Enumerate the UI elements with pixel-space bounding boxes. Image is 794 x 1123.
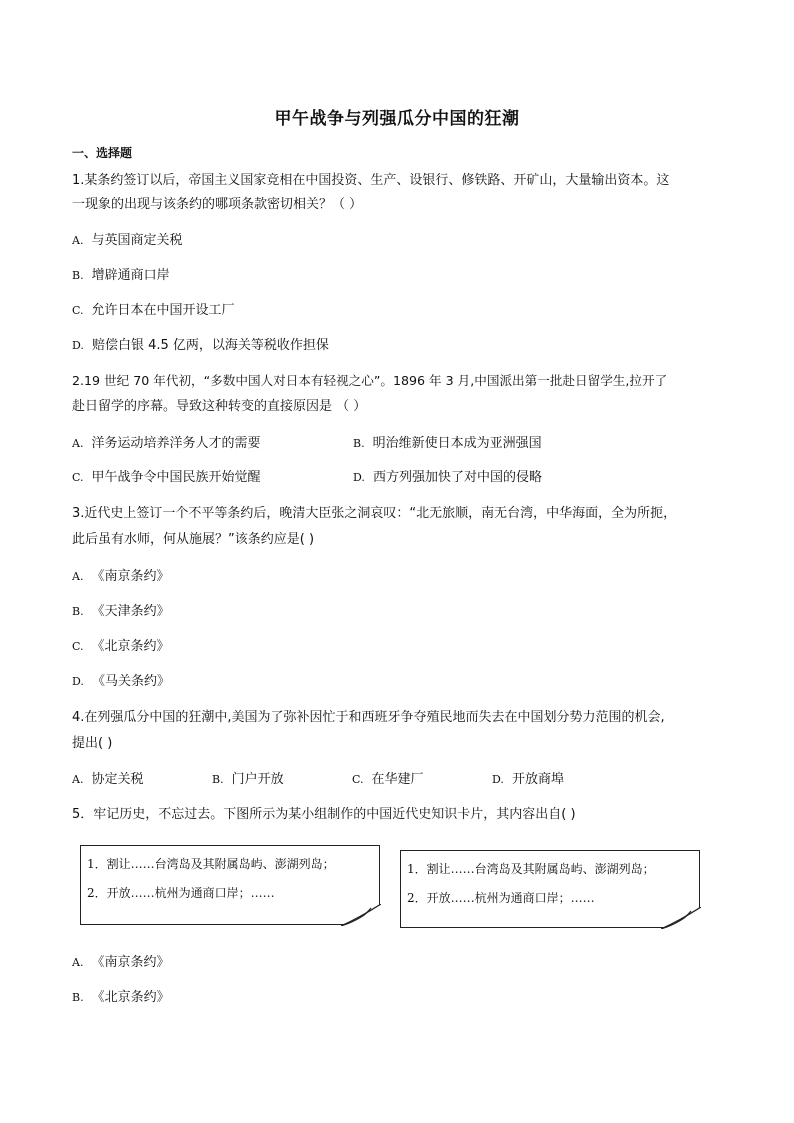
option-letter: A. xyxy=(72,956,84,969)
q4-option-a[interactable] xyxy=(72,771,143,789)
q1-option-a[interactable] xyxy=(72,232,182,250)
q2-stem-line2: 赴日留学的序幕。导致这种转变的直接原因是 （ ） xyxy=(72,399,367,414)
page-curl-icon xyxy=(661,907,701,929)
q2-option-b[interactable] xyxy=(353,435,542,453)
option-letter: C. xyxy=(352,773,364,786)
option-letter: D. xyxy=(72,675,84,688)
card-line-1: 1．割让……台湾岛及其附属岛屿、澎湖列岛； xyxy=(407,862,655,876)
q1-stem-line1: 1.某条约签订以后，帝国主义国家竞相在中国投资、生产、设银行、修铁路、开矿山，大量输出资本。这 xyxy=(72,173,670,188)
option-text: 西方列强加快了对中国的侵略 xyxy=(372,470,542,485)
option-letter: B. xyxy=(353,437,365,450)
q1-stem-line2: 一现象的出现与该条约的哪项条款密切相关？（ ） xyxy=(72,197,363,212)
option-letter: A. xyxy=(72,570,84,583)
section-heading: 一、选择题 xyxy=(72,146,133,160)
option-letter: D. xyxy=(353,471,365,484)
q4-option-b[interactable] xyxy=(212,771,284,789)
option-text: 洋务运动培养洋务人才的需要 xyxy=(91,436,261,451)
option-text: 甲午战争令中国民族开始觉醒 xyxy=(91,470,261,485)
option-letter: D. xyxy=(72,339,84,352)
q2-option-c[interactable] xyxy=(72,469,261,487)
q5-option-a[interactable] xyxy=(72,954,169,972)
q3-stem-line1: 3.近代史上签订一个不平等条约后，晚清大臣张之洞哀叹：“北无旅顺，南无台湾，中华海面，全为所扼， xyxy=(72,506,677,521)
option-letter: A. xyxy=(72,437,84,450)
option-letter: C. xyxy=(72,304,84,317)
card-line-2: 2．开放……杭州为通商口岸；…… xyxy=(87,886,275,900)
option-text: 开放商埠 xyxy=(511,772,564,787)
option-letter: B. xyxy=(212,773,224,786)
page-title: 甲午战争与列强瓜分中国的狂潮 xyxy=(274,109,520,129)
option-letter: B. xyxy=(72,269,84,282)
q3-option-a[interactable] xyxy=(72,568,169,586)
option-text: 《北京条约》 xyxy=(91,639,170,654)
card-line-2: 2．开放……杭州为通商口岸；…… xyxy=(407,891,595,905)
option-letter: C. xyxy=(72,640,84,653)
option-text: 赔偿白银 4.5 亿两，以海关等税收作担保 xyxy=(91,338,329,353)
option-text: 明治维新使日本成为亚洲强国 xyxy=(372,436,542,451)
knowledge-card-2 xyxy=(400,850,700,928)
option-letter: A. xyxy=(72,234,84,247)
option-text: 《南京条约》 xyxy=(91,569,170,584)
q4-stem-line1: 4.在列强瓜分中国的狂潮中,美国为了弥补因忙于和西班牙争夺殖民地而失去在中国划分势力范围的机会, xyxy=(72,710,665,725)
q2-option-d[interactable] xyxy=(353,469,542,487)
option-text: 《南京条约》 xyxy=(91,955,170,970)
option-text: 门户开放 xyxy=(231,772,284,787)
card-line-1: 1．割让……台湾岛及其附属岛屿、澎湖列岛； xyxy=(87,857,335,871)
option-text: 《北京条约》 xyxy=(91,990,170,1005)
q2-stem-line1: 2.19 世纪 70 年代初，“多数中国人对日本有轻视之心”。1896 年 3 月,中国派出第一批赴日留学生,拉开了 xyxy=(72,373,668,388)
option-letter: B. xyxy=(72,991,84,1004)
q1-option-d[interactable] xyxy=(72,337,329,355)
q3-option-d[interactable] xyxy=(72,673,170,691)
option-text: 增辟通商口岸 xyxy=(91,268,170,283)
option-letter: C. xyxy=(72,471,84,484)
q4-option-d[interactable] xyxy=(492,771,564,789)
option-text: 协定关税 xyxy=(91,772,144,787)
option-text: 《天津条约》 xyxy=(91,604,170,619)
q5-stem: 5．牢记历史，不忘过去。下图所示为某小组制作的中国近代史知识卡片，其内容出自( ) xyxy=(72,807,576,822)
option-letter: A. xyxy=(72,773,84,786)
q3-stem-line2: 此后虽有水师，何从施展？”该条约应是( ) xyxy=(72,532,315,547)
q1-option-b[interactable] xyxy=(72,267,170,285)
q5-option-b[interactable] xyxy=(72,989,170,1007)
option-text: 在华建厂 xyxy=(371,772,424,787)
q3-option-c[interactable] xyxy=(72,638,170,656)
option-text: 与英国商定关税 xyxy=(91,233,183,248)
q4-option-c[interactable] xyxy=(352,771,424,789)
knowledge-card-1 xyxy=(80,845,380,925)
q3-option-b[interactable] xyxy=(72,603,170,621)
q2-option-a[interactable] xyxy=(72,435,260,453)
q1-option-c[interactable] xyxy=(72,302,235,320)
option-letter: D. xyxy=(492,773,504,786)
option-letter: B. xyxy=(72,605,84,618)
page-curl-icon xyxy=(341,904,381,926)
option-text: 允许日本在中国开设工厂 xyxy=(91,303,235,318)
q4-stem-line2: 提出( ) xyxy=(72,736,113,751)
option-text: 《马关条约》 xyxy=(91,674,170,689)
